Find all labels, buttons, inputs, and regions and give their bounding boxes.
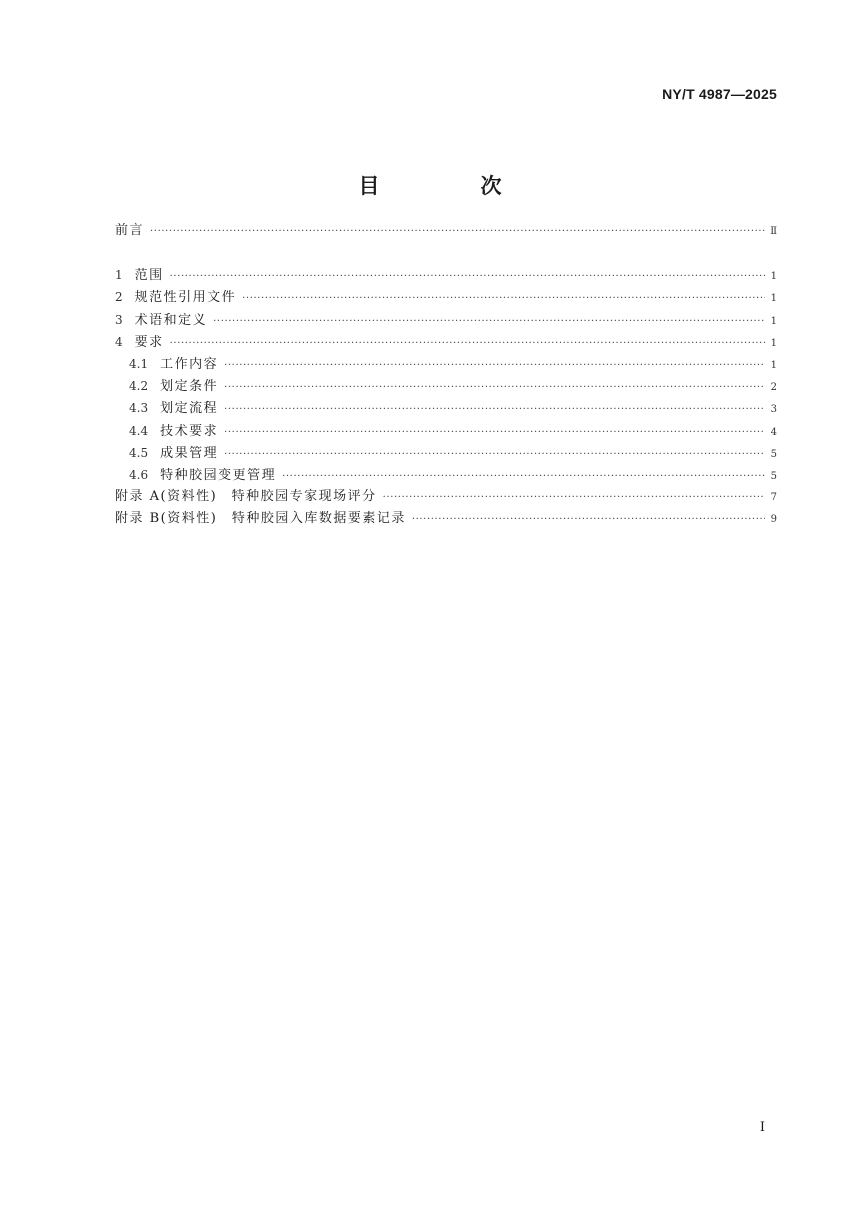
toc-section-number: 1 — [115, 268, 123, 283]
table-of-contents — [115, 220, 777, 530]
leader-dots — [170, 266, 765, 288]
toc-entry-text: 划定条件 — [160, 379, 219, 395]
toc-section-number: 4.1 — [129, 356, 149, 371]
leader-dots — [213, 311, 765, 333]
toc-entry-text: 划定流程 — [160, 401, 219, 417]
toc-page-number: 1 — [770, 337, 777, 349]
toc-entry-text: 前言 — [115, 223, 145, 238]
toc-section-number: 4 — [115, 334, 123, 349]
toc-entry-4-1[interactable] — [115, 353, 777, 375]
toc-page-number: 1 — [770, 293, 777, 305]
toc-entry-4[interactable] — [115, 331, 777, 353]
toc-page-number: Ⅱ — [770, 226, 777, 237]
leader-dots — [150, 221, 765, 243]
toc-page-number: 1 — [770, 271, 777, 283]
toc-page-number: 7 — [770, 492, 777, 504]
toc-entry-1[interactable] — [115, 264, 777, 286]
toc-section-number: 4.5 — [129, 445, 149, 460]
toc-entry-text: 术语和定义 — [134, 312, 208, 328]
standard-code: NY/T 4987—2025 — [662, 86, 777, 102]
toc-entry-4-2[interactable] — [115, 375, 777, 397]
leader-dots — [224, 422, 765, 444]
toc-entry-text: 成果管理 — [160, 445, 219, 461]
toc-page-number: 2 — [770, 382, 777, 394]
toc-entry-3[interactable] — [115, 309, 777, 331]
toc-page-number: 4 — [770, 426, 777, 438]
toc-entry-2[interactable] — [115, 286, 777, 308]
toc-page-number: 1 — [770, 359, 777, 371]
toc-section-number: 4.3 — [129, 401, 149, 416]
toc-entry-text: 技术要求 — [160, 423, 219, 439]
toc-entry-appendix-b[interactable] — [115, 508, 777, 530]
page-title: 目 次 — [358, 174, 542, 198]
toc-entry-text: 工作内容 — [160, 356, 219, 372]
toc-section-number: 2 — [115, 290, 123, 305]
leader-dots — [170, 333, 765, 355]
toc-entry-text: 规范性引用文件 — [134, 290, 237, 306]
toc-section-number: 4.2 — [129, 379, 149, 394]
toc-entry-appendix-a[interactable] — [115, 486, 777, 508]
toc-section-number: 4.6 — [129, 467, 149, 482]
toc-entry-4-4[interactable] — [115, 420, 777, 442]
toc-entry-4-6[interactable] — [115, 464, 777, 486]
toc-entry-foreword[interactable] — [115, 220, 777, 242]
toc-entry-4-3[interactable] — [115, 397, 777, 419]
leader-dots — [282, 466, 765, 488]
leader-dots — [224, 355, 765, 377]
toc-page-number: 3 — [770, 404, 777, 416]
leader-dots — [224, 399, 765, 421]
toc-page-number: 9 — [770, 514, 777, 526]
toc-entry-text: 附录 B(资料性) 特种胶园入库数据要素记录 — [115, 511, 406, 527]
toc-entry-text: 要求 — [134, 334, 164, 350]
leader-dots — [242, 288, 765, 310]
leader-dots — [224, 444, 765, 466]
leader-dots — [224, 377, 765, 399]
page-folio: Ⅰ — [759, 1120, 765, 1135]
toc-entry-text: 特种胶园变更管理 — [160, 467, 277, 483]
toc-entry-4-5[interactable] — [115, 442, 777, 464]
toc-page-number: 5 — [770, 470, 777, 482]
toc-page-number: 5 — [770, 448, 777, 460]
toc-entry-text: 附录 A(资料性) 特种胶园专家现场评分 — [115, 489, 377, 505]
leader-dots — [383, 487, 765, 509]
toc-section-number: 3 — [115, 312, 123, 327]
toc-page-number: 1 — [770, 315, 777, 327]
toc-entry-text: 范围 — [134, 268, 164, 284]
toc-section-number: 4.4 — [129, 423, 149, 438]
leader-dots — [412, 509, 765, 531]
